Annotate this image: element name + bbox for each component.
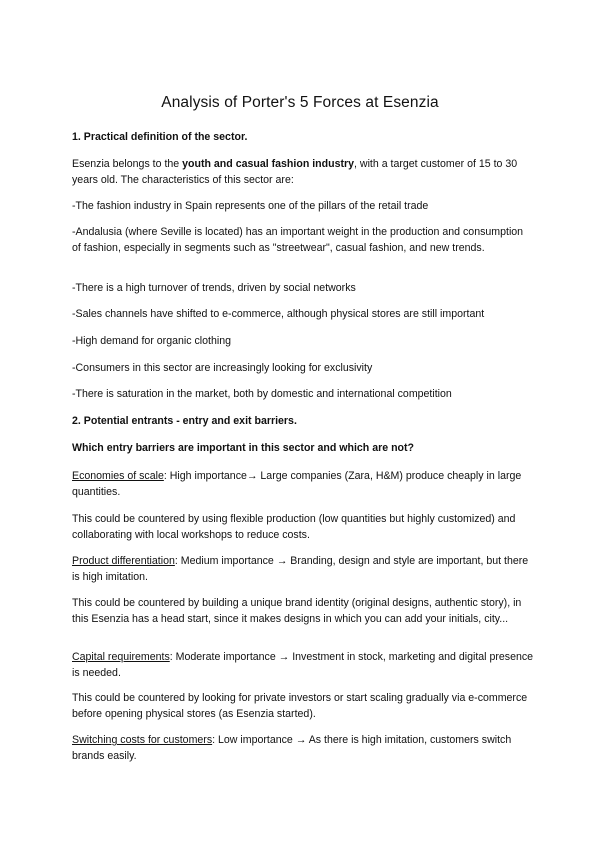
intro-industry-bold: youth and casual fashion industry bbox=[182, 158, 355, 170]
sector-item: -High demand for organic clothing bbox=[72, 335, 231, 347]
barrier-product-differentiation bbox=[72, 553, 534, 585]
barrier-counter: This could be countered by using flexible production (low quantities but highly customized) and collaborating with local workshops to reduce costs. bbox=[72, 513, 516, 541]
intro-text-start: Esenzia belongs to the bbox=[72, 158, 183, 170]
document-title: Analysis of Porter's 5 Forces at Esenzia bbox=[161, 94, 439, 111]
section-1-intro bbox=[72, 156, 534, 188]
section-2-question: Which entry barriers are important in this sector and which are not? bbox=[72, 442, 415, 454]
sector-item: -Andalusia (where Seville is located) has an important weight in the production and consumption of fashion, especially in segments such as "streetwear", casual fashion, and new trends. bbox=[72, 226, 524, 254]
barrier-description: : Moderate importance → Investment in stock, marketing and digital presence is needed. bbox=[72, 651, 534, 679]
barrier-description: : Low importance → As there is high imitation, customers switch brands easily. bbox=[72, 734, 512, 762]
section-2-heading: 2. Potential entrants - entry and exit barriers. bbox=[72, 415, 297, 427]
sector-item: -The fashion industry in Spain represents one of the pillars of the retail trade bbox=[72, 200, 429, 212]
barrier-capital-requirements bbox=[72, 649, 534, 681]
barrier-economies-of-scale bbox=[72, 468, 534, 500]
sector-item: -There is saturation in the market, both by domestic and international competition bbox=[72, 388, 452, 400]
barrier-switching-costs bbox=[72, 732, 534, 764]
barrier-term: Switching costs for customers bbox=[72, 734, 213, 746]
sector-item: -Consumers in this sector are increasingly looking for exclusivity bbox=[72, 362, 373, 374]
barrier-counter: This could be countered by building a unique brand identity (original designs, authentic story), in this Esenzia has a head start, since it makes designs in which you can add your initials, city... bbox=[72, 597, 522, 625]
intro-text-end: , with a target customer of 15 to 30 years old. The characteristics of this sector are: bbox=[72, 158, 518, 186]
barrier-description: : Medium importance → Branding, design and style are important, but there is high imitation. bbox=[72, 555, 529, 583]
barrier-term: Capital requirements bbox=[72, 651, 170, 663]
sector-item: -There is a high turnover of trends, driven by social networks bbox=[72, 282, 356, 294]
sector-item: -Sales channels have shifted to e-commerce, although physical stores are still important bbox=[72, 308, 485, 320]
barrier-description: : High importance→ Large companies (Zara, H&M) produce cheaply in large quantities. bbox=[72, 470, 522, 498]
barrier-term: Economies of scale bbox=[72, 470, 164, 482]
section-1-heading: 1. Practical definition of the sector. bbox=[72, 131, 248, 143]
barrier-counter: This could be countered by looking for private investors or start scaling gradually via e-commerce before opening physical stores (as Esenzia started). bbox=[72, 692, 528, 720]
barrier-term: Product differentiation bbox=[72, 555, 175, 567]
